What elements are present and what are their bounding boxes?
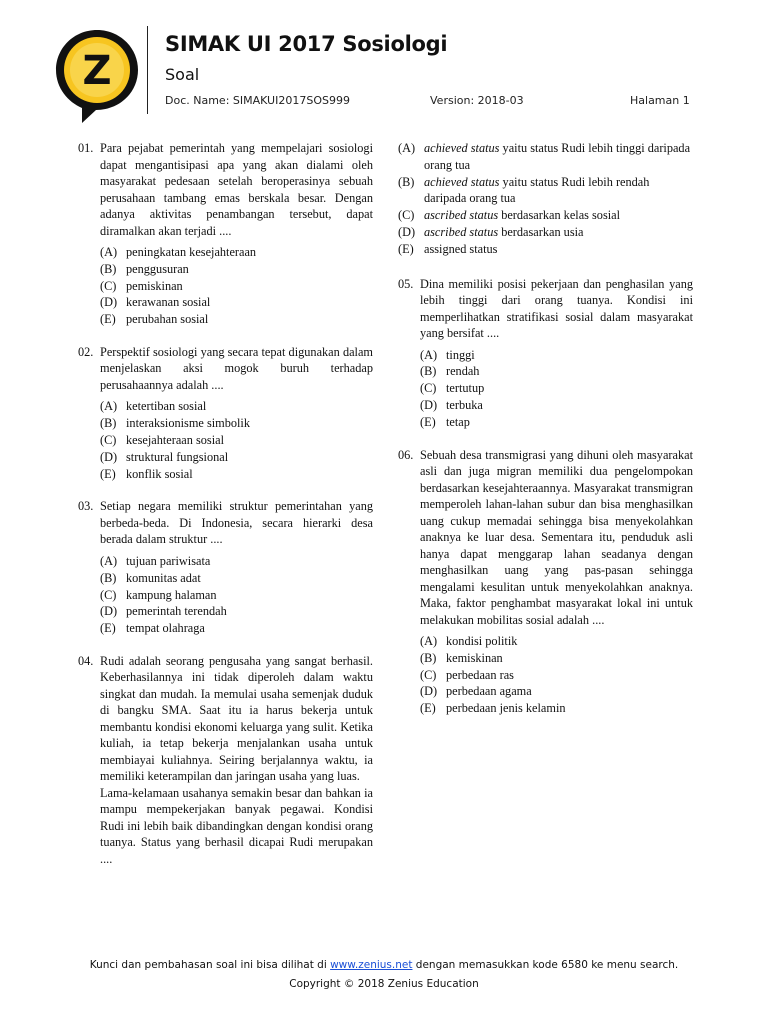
footer-text-pre: Kunci dan pembahasan soal ini bisa dilihat di bbox=[89, 959, 331, 971]
zenius-link[interactable]: www.zenius.net bbox=[330, 959, 413, 971]
doc-version: Version: 2018-03 bbox=[430, 94, 524, 107]
question-05 bbox=[398, 276, 693, 431]
option-b: (B) kemiskinan bbox=[420, 650, 503, 665]
question-number: 03. bbox=[78, 499, 94, 514]
question-number: 02. bbox=[78, 344, 94, 359]
question-text: Para pejabat pemerintah yang mempelajari sosiologi dapat mengantisipasi apa yang akan dialami oleh masyarakat pedesaan setelah beroperasinya sebuah perusahaan tambang emas berskala besar. Dengan adanya aktivitas penambangan tersebut, dapat diramalkan akan terjadi .... bbox=[100, 141, 373, 238]
question-04-options bbox=[398, 140, 693, 258]
header-divider bbox=[147, 26, 148, 114]
option-e: (E) perubahan sosial bbox=[100, 312, 209, 327]
option-d: (D) ascribed status berdasarkan usia bbox=[398, 224, 584, 239]
option-c: (C) kampung halaman bbox=[100, 587, 217, 602]
copyright: Copyright © 2018 Zenius Education bbox=[289, 978, 479, 990]
left-column bbox=[78, 140, 373, 883]
option-c: (C) pemiskinan bbox=[100, 278, 183, 293]
question-paragraph-1: Rudi adalah seorang pengusaha yang sangat berhasil. Keberhasilannya ini tidak diperoleh dalam waktu singkat dan mudah. Ia memulai usaha semenjak duduk di bangku SMA. Saat itu ia harus bekerja untuk membantu kondisi ekonomi keluarga yang sulit. Ketika kuliah, ia tetap bekerja menjalankan usaha untuk membiayai kuliahnya. Seiring berjalannya waktu, ia memiliki keterampilan dan jaringan usaha yang luas. bbox=[100, 653, 373, 784]
question-text: Perspektif sosiologi yang secara tepat digunakan dalam menjelaskan aksi mogok buruh terhadap perusahaannya adalah .... bbox=[100, 344, 373, 392]
question-text: Setiap negara memiliki struktur pemerintahan yang berbeda-beda. Di Indonesia, secara hierarki desa berada dalam struktur .... bbox=[100, 499, 373, 547]
option-list bbox=[100, 244, 373, 328]
question-text bbox=[100, 653, 373, 868]
document-title: SIMAK UI 2017 Sosiologi bbox=[165, 32, 448, 56]
question-03 bbox=[78, 498, 373, 636]
question-01 bbox=[78, 140, 373, 328]
question-text: Sebuah desa transmigrasi yang dihuni oleh masyarakat asli dan juga migran memiliki dua pengelompokan berdasarkan kesejahteraannya. Masyarakat transmigran memperoleh lahan-lahan subur dan bisa menghasilkan uang cukup memadai sehingga bisa menyekolahkan anaknya ke luar desa. Sementara itu, penduduk asli hanya dapat menggarap lahan seadanya dengan menghasilkan uang yang pas-pasan sehingga mengalami kesulitan untuk menyekolahkan anaknya. Maka, faktor penghambat masyarakat lokal ini untuk melakukan mobilitas sosial adalah .... bbox=[420, 447, 693, 627]
option-b: (B) achieved status yaitu status Rudi lebih rendah daripada orang tua bbox=[398, 174, 650, 206]
option-d: (D) terbuka bbox=[420, 397, 483, 412]
option-a: (A) tinggi bbox=[420, 347, 475, 362]
option-list bbox=[420, 347, 693, 431]
option-list bbox=[100, 398, 373, 482]
logo-letter: Z bbox=[82, 48, 112, 94]
option-a: (A) ketertiban sosial bbox=[100, 399, 207, 414]
question-text: Dina memiliki posisi pekerjaan dan penghasilan yang lebih tinggi dari orang tuanya. Kondisi ini memperlihatkan stratifikasi sosial dalam masyarakat yang bersifat .... bbox=[420, 276, 693, 341]
document-subtitle: Soal bbox=[165, 65, 200, 84]
option-a: (A) kondisi politik bbox=[420, 634, 518, 649]
question-04 bbox=[78, 653, 373, 868]
footer-text-post: dengan memasukkan kode 6580 ke menu search. bbox=[412, 959, 679, 971]
question-paragraph-2: Lama-kelamaan usahanya semakin besar dan bahkan ia mampu mempekerjakan banyak pegawai. Kondisi Rudi ini lebih baik dibandingkan dengan kondisi orang tuanya. Status yang berhasil dicapai Rudi merupakan .... bbox=[100, 785, 373, 866]
question-02 bbox=[78, 344, 373, 482]
option-b: (B) penggusuran bbox=[100, 261, 189, 276]
question-number: 06. bbox=[398, 447, 414, 462]
option-d: (D) struktural fungsional bbox=[100, 449, 229, 464]
option-e: (E) tempat olahraga bbox=[100, 621, 205, 636]
option-d: (D) pemerintah terendah bbox=[100, 604, 227, 619]
option-b: (B) interaksionisme simbolik bbox=[100, 416, 250, 431]
zenius-logo bbox=[52, 26, 142, 126]
option-list bbox=[100, 553, 373, 637]
option-d: (D) kerawanan sosial bbox=[100, 295, 211, 310]
option-c: (C) perbedaan ras bbox=[420, 667, 514, 682]
question-number: 01. bbox=[78, 141, 94, 155]
question-06 bbox=[398, 447, 693, 717]
option-a: (A) tujuan pariwisata bbox=[100, 553, 211, 568]
option-list bbox=[420, 633, 693, 717]
question-number: 05. bbox=[398, 276, 414, 291]
option-c: (C) ascribed status berdasarkan kelas sosial bbox=[398, 208, 621, 223]
logo-badge-icon bbox=[52, 26, 142, 126]
option-c: (C) kesejahteraan sosial bbox=[100, 433, 224, 448]
option-e: (E) perbedaan jenis kelamin bbox=[420, 701, 566, 716]
footer-note bbox=[0, 959, 768, 971]
option-e: (E) assigned status bbox=[398, 241, 498, 256]
question-number: 04. bbox=[78, 653, 94, 668]
option-a: (A) achieved status yaitu status Rudi lebih tinggi daripada orang tua bbox=[398, 141, 691, 172]
option-e: (E) konflik sosial bbox=[100, 466, 193, 481]
doc-name: Doc. Name: SIMAKUI2017SOS999 bbox=[165, 94, 350, 107]
option-b: (B) rendah bbox=[420, 364, 480, 379]
option-d: (D) perbedaan agama bbox=[420, 684, 532, 699]
option-c: (C) tertutup bbox=[420, 381, 485, 396]
option-b: (B) komunitas adat bbox=[100, 570, 201, 585]
right-column bbox=[398, 140, 693, 733]
option-a: (A) peningkatan kesejahteraan bbox=[100, 245, 257, 259]
page-number: Halaman 1 bbox=[630, 94, 690, 107]
option-e: (E) tetap bbox=[420, 414, 470, 429]
